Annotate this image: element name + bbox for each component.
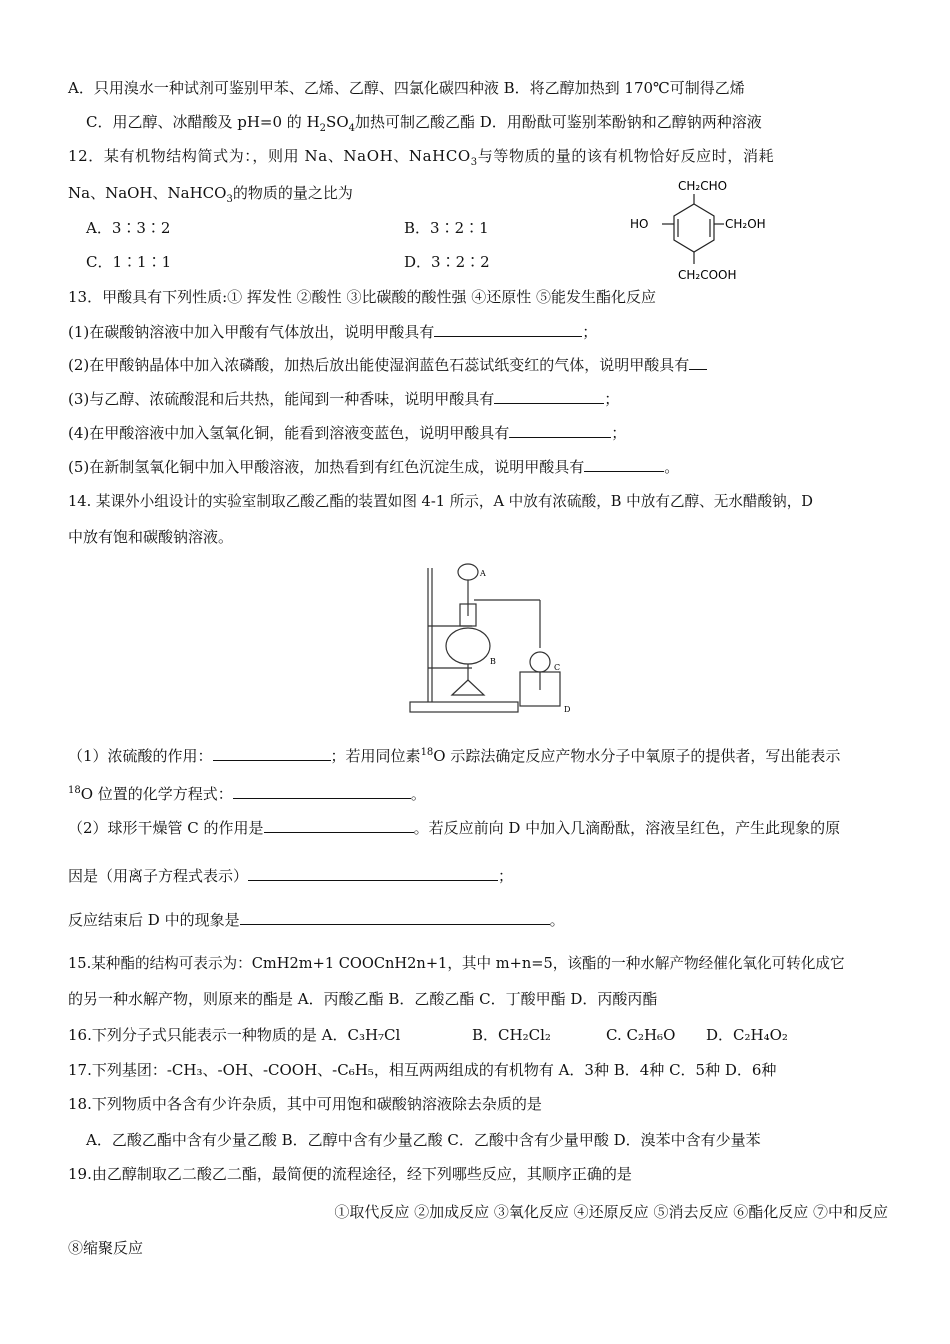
q15-1: 15.某种酯的结构可表示为：CmH2m+1 COOCnH2n+1，其中 m+n=5，该酯的一种水解产物经催化氧化可转化成它 <box>68 955 845 972</box>
q12-stem2: Na、NaOH、NaHCO$_3$的物质的量之比为 <box>68 184 353 205</box>
q12-stem: 12．某有机物结构简式为：，则用 Na、NaOH、NaHCO$_3$与等物质的量的该有机物恰好反应时，消耗 <box>68 147 775 168</box>
q13-2: (2)在甲酸钠晶体中加入浓磷酸，加热后放出能使湿润蓝色石蕊试纸变红的气体，说明甲酸具有 <box>68 355 888 375</box>
q19-last: ⑧缩聚反应 <box>68 1239 144 1257</box>
q12-options-row1: A．3∶3∶2 B．3∶2∶1 <box>86 219 489 237</box>
struct-right: CH₂OH <box>725 217 766 231</box>
q13-3: (3)与乙醇、浓硫酸混和后共热，能闻到一种香味，说明甲酸具有 ； <box>68 390 620 408</box>
q12-options-row2: C．1∶1∶1 D．3∶2∶2 <box>86 253 490 271</box>
apparatus-diagram <box>408 560 576 718</box>
q18-options: A．乙酸乙酯中含有少量乙酸 B．乙醇中含有少量乙酸 C．乙酸中含有少量甲酸 D．溴苯中含有少量苯 <box>86 1131 761 1149</box>
structure-diagram <box>622 176 772 286</box>
struct-top: CH₂CHO <box>678 179 728 193</box>
q14-1b: $^{18}$O 位置的化学方程式： 。 <box>68 785 426 803</box>
q19: 19.由乙醇制取乙二酸乙二酯，最简便的流程途径，经下列哪些反应，其顺序正确的是 <box>68 1165 632 1183</box>
q19-options: ①取代反应 ②加成反应 ③氧化反应 ④还原反应 ⑤消去反应 ⑥酯化反应 ⑦中和反应 <box>334 1203 888 1221</box>
label-a: A <box>480 569 486 578</box>
q14-1: （1）浓硫酸的作用： ；若用同位素$^{18}$O 示踪法确定反应产物水分子中氧原子的提供者，写出能表示 <box>68 747 841 765</box>
q14-stem1: 14. 某课外小组设计的实验室制取乙酸乙酯的装置如图 4-1 所示，A 中放有浓硫酸，B 中放有乙醇、无水醋酸钠，D <box>68 493 813 510</box>
q11-line2: C．用乙醇、冰醋酸及 pH=0 的 $H_2SO_4$加热可制乙酸乙酯 D．用酚酞可鉴别苯酚钠和乙醇钠两种溶液 <box>86 113 762 134</box>
struct-left: HO <box>630 217 649 231</box>
struct-bottom: CH₂COOH <box>678 268 737 282</box>
q13-stem: 13．甲酸具有下列性质:① 挥发性 ②酸性 ③比碳酸的酸性强 ④还原性 ⑤能发生酯化反应 <box>68 288 656 306</box>
q11-line1: A．只用溴水一种试剂可鉴别甲苯、乙烯、乙醇、四氯化碳四种液 B．将乙醇加热到 170℃可制得乙烯 <box>68 79 745 97</box>
q13-1: (1)在碳酸钠溶液中加入甲酸有气体放出，说明甲酸具有 ； <box>68 323 598 341</box>
q14-2c: 反应结束后 D 中的现象是 。 <box>68 911 565 929</box>
q13-5: (5)在新制氢氧化铜中加入甲酸溶液，加热看到有红色沉淀生成，说明甲酸具有 。 <box>68 458 680 476</box>
q15-2: 的另一种水解产物，则原来的酯是 A．丙酸乙酯 B．乙酸乙酯 C．丁酸甲酯 D．丙酸丙酯 <box>68 990 658 1008</box>
label-b: B <box>490 657 496 666</box>
q14-2: （2）球形干燥管 C 的作用是 。若反应前向 D 中加入几滴酚酞，溶液呈红色，产生此现象的原 <box>68 819 841 837</box>
q16: 16.下列分子式只能表示一种物质的是 A．C₃H₇Cl B．CH₂Cl₂ C. C₂H₆O D．C₂H₄O₂ <box>68 1026 788 1044</box>
label-d: D <box>564 705 571 714</box>
q14-2b: 因是（用离子方程式表示） ； <box>68 867 514 885</box>
q13-4: (4)在甲酸溶液中加入氢氧化铜，能看到溶液变蓝色，说明甲酸具有 ； <box>68 424 627 442</box>
label-c: C <box>554 663 561 672</box>
q17: 17.下列基团：-CH₃、-OH、-COOH、-C₆H₅，相互两两组成的有机物有 A．3种 B．4种 C．5种 D．6种 <box>68 1061 777 1079</box>
q18: 18.下列物质中各含有少许杂质，其中可用饱和碳酸钠溶液除去杂质的是 <box>68 1095 542 1113</box>
q14-stem2: 中放有饱和碳酸钠溶液。 <box>68 528 234 546</box>
